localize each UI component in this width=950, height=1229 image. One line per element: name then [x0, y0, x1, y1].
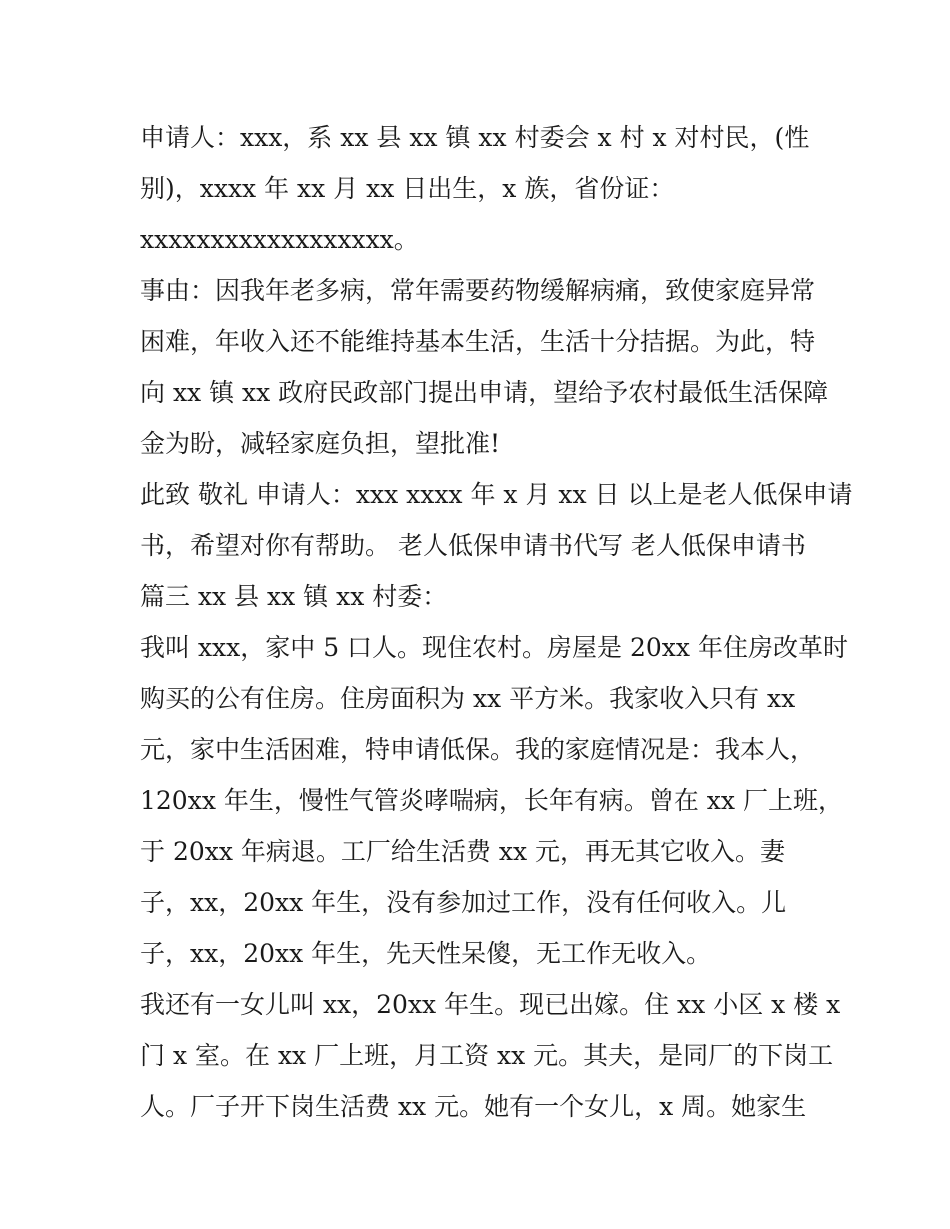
- text-line: 申请人：xxx，系 xx 县 xx 镇 xx 村委会 x 村 x 对村民，(性: [140, 123, 810, 152]
- text-line: 别)，xxxx 年 xx 月 xx 日出生，x 族，省份证：: [140, 174, 675, 203]
- document-body: [140, 112, 853, 1132]
- text-line: 120xx 年生，慢性气管炎哮喘病，长年有病。曾在 xx 厂上班，: [140, 786, 843, 815]
- text-line: xxxxxxxxxxxxxxxxxx。: [140, 225, 419, 254]
- text-line: 我叫 xxx，家中 5 口人。现住农村。房屋是 20xx 年住房改革时: [140, 633, 848, 662]
- text-line: 篇三 xx 县 xx 镇 xx 村委：: [140, 582, 448, 611]
- text-line: 购买的公有住房。住房面积为 xx 平方米。我家收入只有 xx: [140, 684, 796, 713]
- text-line: 困难，年收入还不能维持基本生活，生活十分拮据。为此，特: [140, 327, 816, 356]
- text-line: 书，希望对你有帮助。 老人低保申请书代写 老人低保申请书: [140, 531, 806, 560]
- text-line: 向 xx 镇 xx 政府民政部门提出申请，望给予农村最低生活保障: [140, 378, 829, 407]
- text-line: 门 x 室。在 xx 厂上班，月工资 xx 元。其夫，是同厂的下岗工: [140, 1041, 834, 1070]
- text-line: 子，xx，20xx 年生，先天性呆傻，无工作无收入。: [140, 939, 712, 968]
- text-line: 于 20xx 年病退。工厂给生活费 xx 元，再无其它收入。妻: [140, 837, 785, 866]
- text-line: 我还有一女儿叫 xx，20xx 年生。现已出嫁。住 xx 小区 x 楼 x: [140, 990, 841, 1019]
- text-line: 元，家中生活困难，特申请低保。我的家庭情况是：我本人，: [140, 735, 816, 764]
- text-line: 子，xx，20xx 年生，没有参加过工作，没有任何收入。儿: [140, 888, 787, 917]
- text-line: 此致 敬礼 申请人：xxx xxxx 年 x 月 xx 日 以上是老人低保申请: [140, 480, 853, 509]
- text-line: 金为盼，减轻家庭负担，望批准!: [140, 429, 501, 458]
- text-line: 人。厂子开下岗生活费 xx 元。她有一个女儿，x 周。她家生: [140, 1092, 807, 1121]
- text-line: 事由：因我年老多病，常年需要药物缓解病痛，致使家庭异常: [140, 276, 816, 305]
